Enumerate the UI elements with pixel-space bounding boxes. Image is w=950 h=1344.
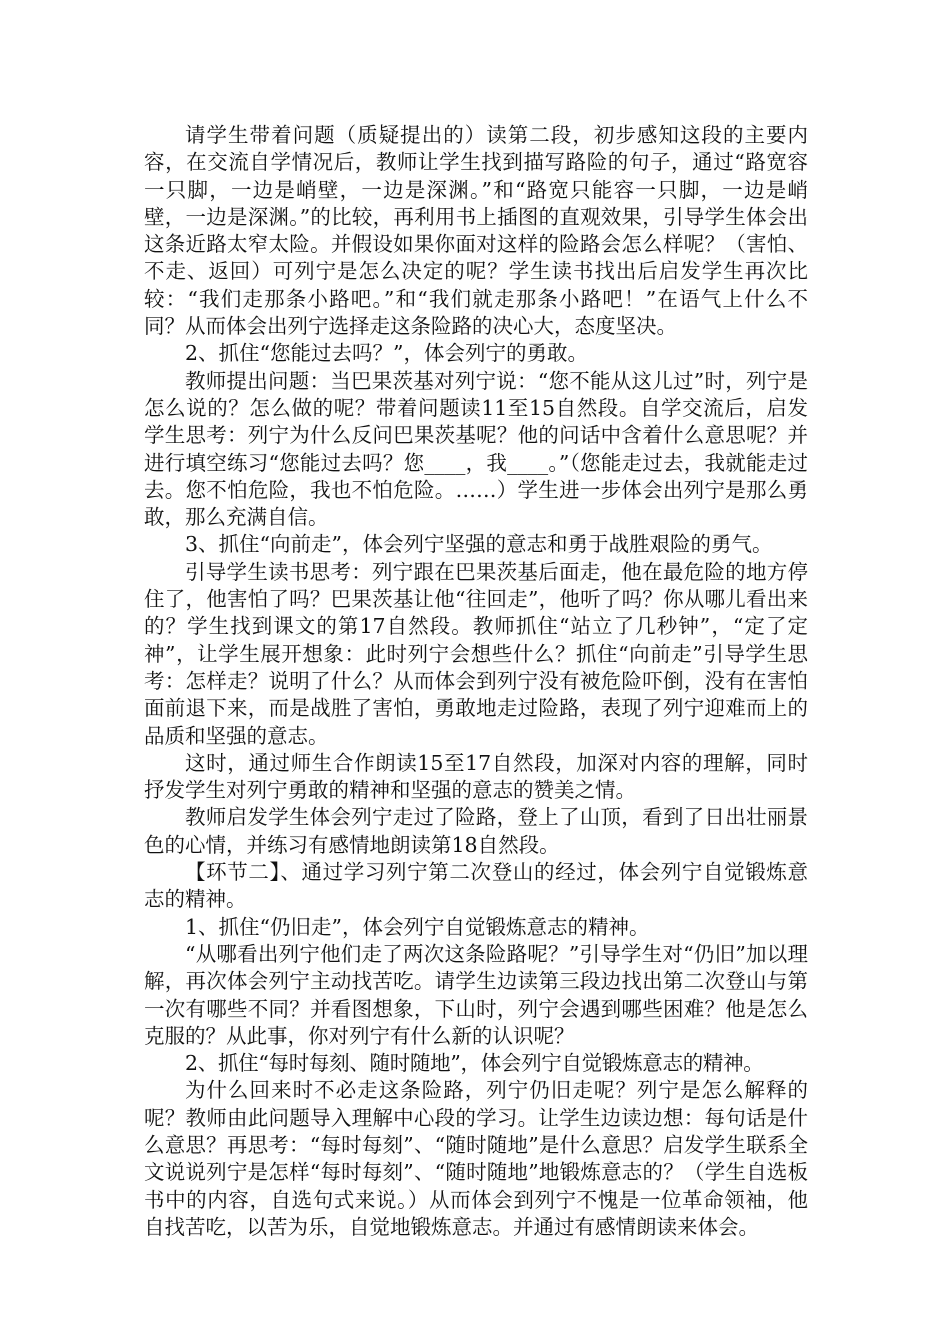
paragraph-9-heading: 1、抓住“仍旧走”，体会列宁自觉锻炼意志的精神。 bbox=[185, 914, 650, 939]
section-2-heading: 【环节二】、通过学习列宁第二次登山的经过，体会列宁自觉锻炼意志的精神。 bbox=[144, 860, 808, 912]
paragraph-12: 为什么回来时不必走这条险路，列宁仍旧走呢？列宁是怎么解释的呢？教师由此问题导入理解中心段的学习。让学生边读边想：每句话是什么意思？再思考：“每时每刻”、“随时随地”是什么意思？启发学生联系全文说说列宁是怎样“每时每刻”、“随时随地”地锻炼意志的？（学生自选板书中的内容，自选句式来说。）从而体会到列宁不愧是一位革命领袖，他自找苦吃，以苦为乐，自觉地锻炼意志。并通过有感情朗读来体会。 bbox=[144, 1078, 808, 1239]
paragraph-10: “从哪看出列宁他们走了两次这条险路呢？”引导学生对“仍旧”加以理解，再次体会列宁主动找苦吃。请学生边读第三段边找出第二次登山与第一次有哪些不同？并看图想象，下山时，列宁会遇到哪些困难？他是怎么克服的？从此事，你对列宁有什么新的认识呢？ bbox=[144, 941, 808, 1048]
paragraph-4-heading: 3、抓住“向前走”，体会列宁坚强的意志和勇于战胜艰险的勇气。 bbox=[185, 532, 773, 557]
paragraph-3: 教师提出问题：当巴果茨基对列宁说：“您不能从这儿过”时，列宁是怎么说的？怎么做的呢？带着问题读11至15自然段。自学交流后，启发学生思考：列宁为什么反问巴果茨基呢？他的问话中含着什么意思呢？并进行填空练习“您能过去吗？您____，我____。”（您能走过去，我就能走过去。您不怕危险，我也不怕危险。……）学生进一步体会出列宁是那么勇敢，那么充满自信。 bbox=[144, 368, 808, 530]
paragraph-6: 这时，通过师生合作朗读15至17自然段，加深对内容的理解，同时抒发学生对列宁勇敢的精神和坚强的意志的赞美之情。 bbox=[144, 750, 808, 803]
paragraph-11-heading: 2、抓住“每时每刻、随时随地”，体会列宁自觉锻炼意志的精神。 bbox=[185, 1051, 764, 1076]
paragraph-1: 请学生带着问题（质疑提出的）读第二段，初步感知这段的主要内容，在交流自学情况后，教师让学生找到描写路险的句子，通过“路宽容一只脚，一边是峭壁，一边是深渊。”和“路宽只能容一只脚，一边是峭壁，一边是深渊。”的比较，再利用书上插图的直观效果，引导学生体会出这条近路太窄太险。并假设如果你面对这样的险路会怎么样呢？（害怕、不走、返回）可列宁是怎么决定的呢？学生读书找出后启发学生再次比较：“我们走那条小路吧。”和“我们就走那条小路吧！”在语气上什么不同？从而体会出列宁选择走这条险路的决心大，态度坚决。 bbox=[144, 123, 808, 339]
paragraph-7: 教师启发学生体会列宁走过了险路，登上了山顶，看到了日出壮丽景色的心情，并练习有感情地朗读第18自然段。 bbox=[144, 805, 808, 857]
paragraph-2-heading: 2、抓住“您能过去吗？”，体会列宁的勇敢。 bbox=[185, 341, 589, 366]
document-body bbox=[144, 122, 808, 1241]
paragraph-5: 引导学生读书思考：列宁跟在巴果茨基后面走，他在最危险的地方停住了，他害怕了吗？巴果茨基让他“往回走”，他听了吗？你从哪儿看出来的？学生找到课文的第17自然段。教师抓住“站立了几秒钟”，“定了定神”，让学生展开想象：此时列宁会想些什么？抓住“向前走”引导学生思考：怎样走？说明了什么？从而体会到列宁没有被危险吓倒，没有在害怕面前退下来，而是战胜了害怕，勇敢地走过险路，表现了列宁迎难而上的品质和坚强的意志。 bbox=[144, 559, 808, 748]
